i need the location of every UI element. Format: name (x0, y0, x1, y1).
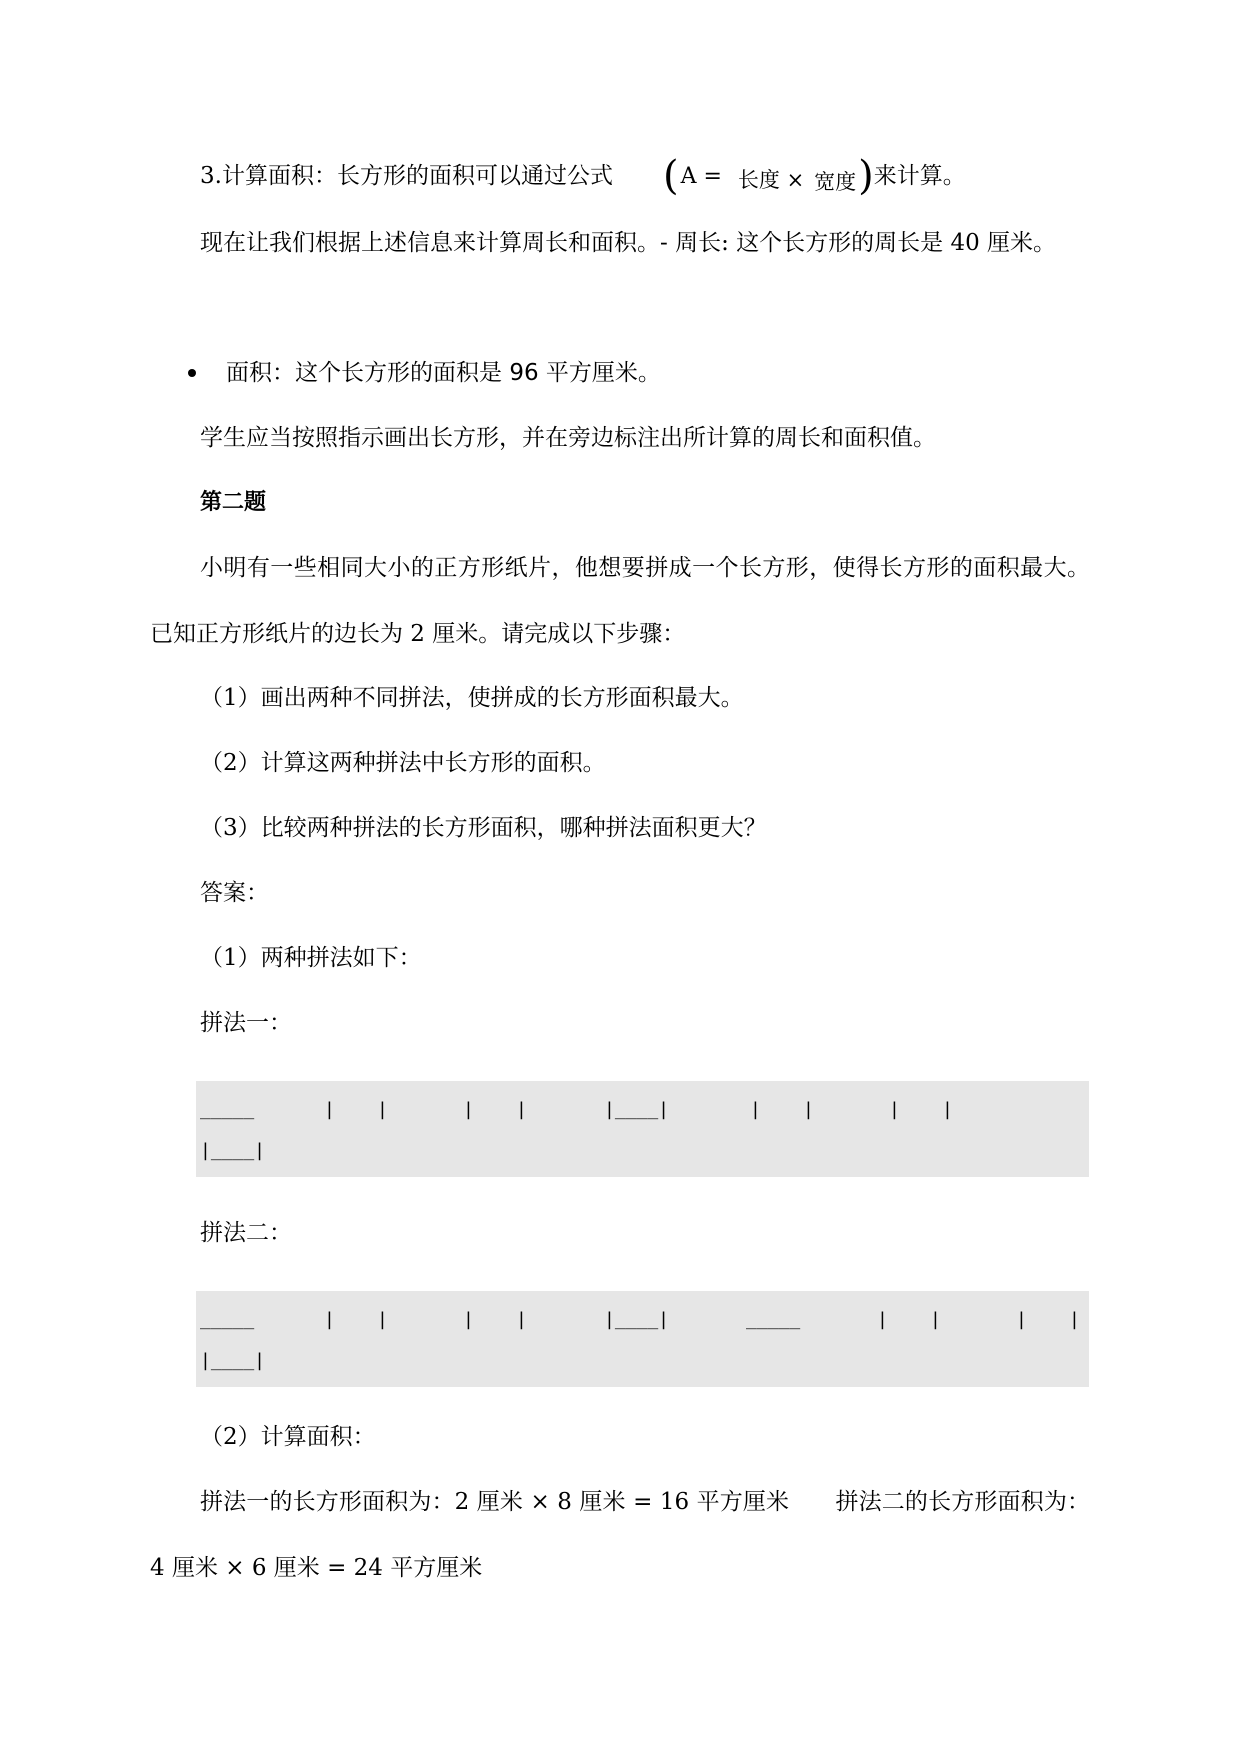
method-2-diagram (196, 1291, 1089, 1387)
art-segment: | (930, 1309, 941, 1330)
bullet-unit: 平方厘米。 (538, 360, 661, 386)
art-segment: |____| (604, 1309, 670, 1330)
method-1-diagram (196, 1081, 1089, 1177)
answer-label: 答案： (200, 880, 269, 906)
formula-a: A = (680, 164, 722, 189)
method-2-label: 拼法二： (200, 1220, 292, 1246)
step-1: （1）画出两种不同拼法，使拼成的长方形面积最大。 (200, 685, 744, 711)
answer-1: （1）两种拼法如下： (200, 945, 422, 971)
student-paragraph: 学生应当按照指示画出长方形，并在旁边标注出所计算的周长和面积值。 (200, 425, 936, 451)
art-segment: | (463, 1099, 474, 1120)
item-3-paragraph (150, 143, 1090, 215)
art-segment: | (516, 1309, 527, 1330)
art-segment: | (324, 1309, 335, 1330)
item-3-prefix: 3.计算面积：长方形的面积可以通过公式 (200, 163, 613, 189)
art-segment: | (942, 1099, 953, 1120)
bullet-text (226, 340, 661, 406)
answer-2: （2）计算面积： (200, 1424, 376, 1450)
step-2: （2）计算这两种拼法中长方形的面积。 (200, 750, 606, 776)
art-segment: | (377, 1099, 388, 1120)
question-2-intro: 小明有一些相同大小的正方形纸片，他想要拼成一个长方形，使得长方形的面积最大。已知正方形纸片的边长为 2 厘米。请完成以下步骤： (150, 555, 1090, 647)
art-segment: _____ (200, 1099, 255, 1120)
formula-close-paren: ) (858, 153, 874, 199)
step-3: （3）比较两种拼法的长方形面积，哪种拼法面积更大？ (200, 815, 767, 841)
art-segment: | (1069, 1309, 1080, 1330)
art-segment: | (803, 1099, 814, 1120)
art-segment: | (324, 1099, 335, 1120)
art-segment: |____| (604, 1099, 670, 1120)
art-segment: |____| (200, 1350, 266, 1371)
formula-length: 长度 × (737, 168, 805, 192)
method-1-label: 拼法一： (200, 1010, 292, 1036)
art-segment: | (889, 1099, 900, 1120)
calc-paragraph: 现在让我们根据上述信息来计算周长和面积。- 周长: 这个长方形的周长是 40 厘米。 (200, 230, 1057, 256)
art-segment: | (377, 1309, 388, 1330)
formula-open-paren: ( (662, 153, 679, 199)
art-segment: |____| (200, 1140, 266, 1161)
art-segment: | (877, 1309, 888, 1330)
question-2-heading: 第二题 (200, 490, 267, 515)
item-3-suffix: 来计算。 (873, 163, 966, 189)
formula-width: 宽度 (814, 170, 857, 194)
area-formula (613, 144, 874, 215)
bullet-dot-icon (188, 369, 196, 377)
area-calculation: 拼法一的长方形面积为：2 厘米 × 8 厘米 = 16 平方厘米 拼法二的长方形面积为：4 厘米 × 6 厘米 = 24 平方厘米 (150, 1489, 1090, 1581)
art-segment: | (750, 1099, 761, 1120)
bullet-label: 面积：这个长方形的面积是 (226, 360, 510, 386)
art-segment: | (463, 1309, 474, 1330)
art-segment: _____ (746, 1309, 801, 1330)
art-segment: | (1016, 1309, 1027, 1330)
bullet-value: 96 (509, 360, 539, 386)
art-segment: _____ (200, 1309, 255, 1330)
art-segment: | (516, 1099, 527, 1120)
